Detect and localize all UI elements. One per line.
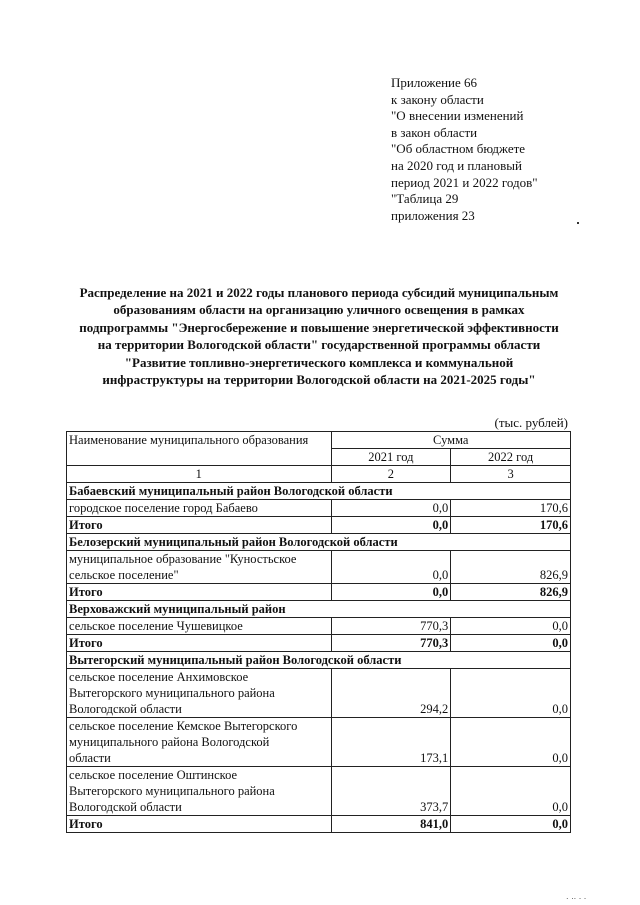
value-2022: 0,0 xyxy=(451,669,571,718)
settlement-name xyxy=(67,669,332,718)
value-2021: 173,1 xyxy=(331,718,451,767)
total-label: Итого xyxy=(67,635,332,652)
settlement-name-line: сельское поселение Кемское Вытегорского xyxy=(69,719,298,733)
total-2021: 0,0 xyxy=(331,517,451,534)
table-body xyxy=(67,483,571,833)
header-year-2022: 2022 год xyxy=(451,449,571,466)
total-label: Итого xyxy=(67,816,332,833)
table-row xyxy=(67,718,571,767)
table-row xyxy=(67,669,571,718)
header-name-cell: Наименование муниципального образования xyxy=(67,432,332,466)
district-row xyxy=(67,534,571,551)
total-2021: 770,3 xyxy=(331,635,451,652)
units-label: (тыс. рублей) xyxy=(494,415,568,430)
scan-mark: . .. . . xyxy=(566,892,587,901)
value-2022: 170,6 xyxy=(451,500,571,517)
total-row xyxy=(67,517,571,534)
appendix-line: период 2021 и 2022 годов" xyxy=(391,174,538,190)
subsidy-table xyxy=(66,431,571,833)
column-number-3: 3 xyxy=(451,466,571,483)
value-2021: 373,7 xyxy=(331,767,451,816)
settlement-name xyxy=(67,618,332,635)
value-2022: 0,0 xyxy=(451,767,571,816)
title-line: образованиям области на организацию уличного освещения в рамках xyxy=(113,302,525,318)
settlement-name-line: Вытегорского муниципального района xyxy=(69,686,275,700)
appendix-line: "Об областном бюджете xyxy=(391,141,526,157)
settlement-name-line: Вологодской области xyxy=(69,702,182,716)
district-title: Верховажский муниципальный район xyxy=(67,601,571,618)
settlement-name-line: сельское поселение Чушевицкое xyxy=(69,619,243,633)
settlement-name xyxy=(67,718,332,767)
value-2022: 0,0 xyxy=(451,618,571,635)
title-line: Распределение на 2021 и 2022 годы планового периода субсидий муниципальным xyxy=(79,285,559,300)
appendix-line: "О внесении изменений xyxy=(391,108,524,124)
total-row xyxy=(67,635,571,652)
total-2022: 170,6 xyxy=(451,517,571,534)
settlement-name-line: сельское поселение Анхимовское xyxy=(69,670,249,684)
table-row xyxy=(67,500,571,517)
value-2021: 0,0 xyxy=(331,551,451,584)
title-line: на территории Вологодской области" государственной программы области xyxy=(97,337,541,353)
total-2022: 0,0 xyxy=(451,816,571,833)
district-title: Бабаевский муниципальный район Вологодской области xyxy=(67,483,571,500)
document-title xyxy=(58,284,580,388)
settlement-name-line: области xyxy=(69,751,111,765)
title-line: подпрограммы "Энергосбережение и повышение энергетической эффективности xyxy=(79,319,559,335)
appendix-line: на 2020 год и плановый xyxy=(391,157,522,173)
total-row xyxy=(67,816,571,833)
settlement-name-line: муниципальное образование "Куностьское xyxy=(69,552,297,566)
settlement-name-line: сельское поселение Оштинское xyxy=(69,768,238,782)
district-title: Белозерский муниципальный район Вологодской области xyxy=(67,534,571,551)
appendix-line: приложения 23 xyxy=(391,207,475,223)
value-2022: 0,0 xyxy=(451,718,571,767)
total-2022: 826,9 xyxy=(451,584,571,601)
table-row xyxy=(67,551,571,584)
table-row xyxy=(67,767,571,816)
total-label: Итого xyxy=(67,517,332,534)
table-row xyxy=(67,618,571,635)
district-row xyxy=(67,483,571,500)
appendix-line: Приложение 66 xyxy=(391,75,478,90)
title-line: "Развитие топливно-энергетического комплекса и коммунальной xyxy=(124,354,514,370)
title-line: инфраструктуры на территории Вологодской области на 2021-2025 годы" xyxy=(102,372,536,388)
settlement-name-line: муниципального района Вологодской xyxy=(69,735,270,749)
district-title: Вытегорский муниципальный район Вологодской области xyxy=(67,652,571,669)
total-2021: 841,0 xyxy=(331,816,451,833)
settlement-name xyxy=(67,500,332,517)
header-sum-cell: Сумма xyxy=(331,432,571,449)
column-number-1: 1 xyxy=(67,466,332,483)
settlement-name-line: сельское поселение" xyxy=(69,568,179,582)
value-2022: 826,9 xyxy=(451,551,571,584)
appendix-line: в закон области xyxy=(391,124,478,140)
appendix-line: "Таблица 29 xyxy=(391,191,459,207)
district-row xyxy=(67,601,571,618)
settlement-name xyxy=(67,767,332,816)
settlement-name xyxy=(67,551,332,584)
total-2021: 0,0 xyxy=(331,584,451,601)
column-numbers-row xyxy=(67,466,571,483)
total-label: Итого xyxy=(67,584,332,601)
value-2021: 294,2 xyxy=(331,669,451,718)
appendix-line: к закону области xyxy=(391,91,484,107)
district-row xyxy=(67,652,571,669)
column-number-2: 2 xyxy=(331,466,451,483)
appendix-block xyxy=(391,75,538,224)
header-row xyxy=(67,432,571,449)
stray-mark xyxy=(577,222,579,224)
value-2021: 0,0 xyxy=(331,500,451,517)
value-2021: 770,3 xyxy=(331,618,451,635)
settlement-name-line: городское поселение город Бабаево xyxy=(69,501,258,515)
header-year-2021: 2021 год xyxy=(331,449,451,466)
settlement-name-line: Вологодской области xyxy=(69,800,182,814)
total-row xyxy=(67,584,571,601)
settlement-name-line: Вытегорского муниципального района xyxy=(69,784,275,798)
total-2022: 0,0 xyxy=(451,635,571,652)
